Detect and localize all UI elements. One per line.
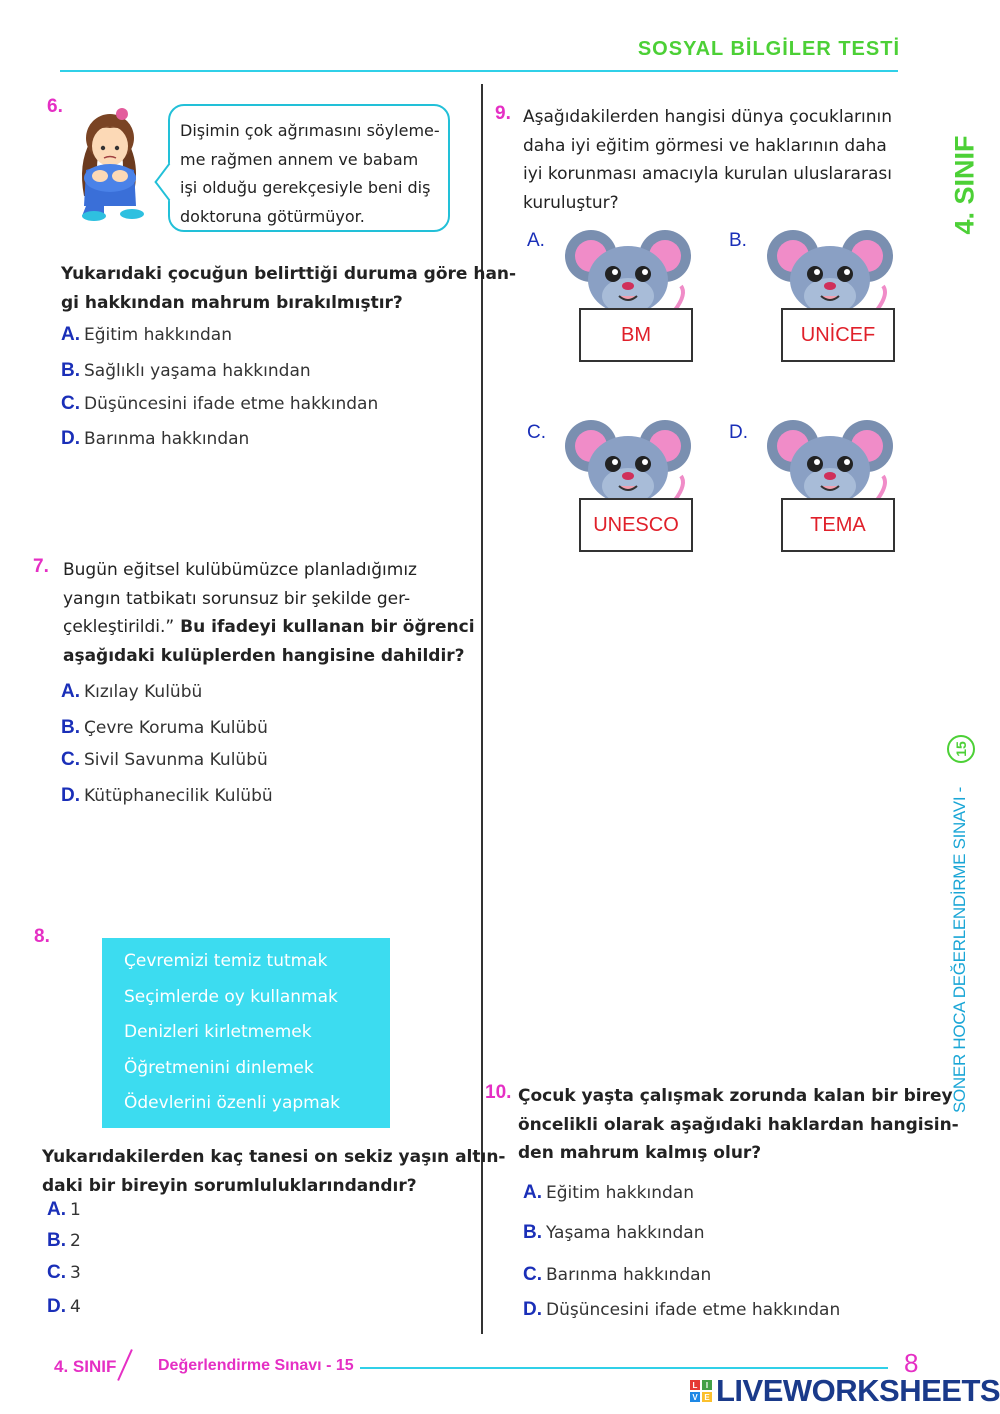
q8-option-b[interactable] xyxy=(47,1230,81,1252)
footer-slash xyxy=(117,1349,133,1381)
option-letter: A. xyxy=(523,1182,542,1203)
question-emphasis: Bu ifadeyi kullanan bir öğrenci xyxy=(174,617,475,637)
option-text: 3 xyxy=(70,1263,81,1283)
option-letter: B. xyxy=(61,360,80,381)
option-letter: D. xyxy=(61,428,80,449)
liveworksheets-watermark[interactable] xyxy=(690,1374,1000,1408)
list-item: Seçimlerde oy kullanmak xyxy=(124,986,338,1007)
question-6-text xyxy=(61,260,516,317)
option-letter: C. xyxy=(47,1262,66,1283)
page-number: 8 xyxy=(904,1348,919,1378)
option-letter: B. xyxy=(729,230,747,251)
option-letter: C. xyxy=(523,1264,542,1285)
q10-option-b[interactable] xyxy=(523,1222,704,1244)
option-sign: UNESCO xyxy=(579,498,693,552)
q7-option-b[interactable] xyxy=(61,717,268,739)
liveworksheets-wordmark: LIVEWORKSHEETS xyxy=(716,1373,1000,1408)
q9-option-a[interactable] xyxy=(523,218,703,368)
q8-option-c[interactable] xyxy=(47,1262,81,1284)
question-line: iyi korunması amacıyla kurulan uluslararası xyxy=(523,164,892,184)
question-10-text xyxy=(518,1082,959,1168)
responsibility-list-box xyxy=(102,938,390,1128)
option-sign: UNİCEF xyxy=(781,308,895,362)
option-letter: A. xyxy=(47,1199,66,1220)
question-6-number: 6. xyxy=(47,96,63,117)
q10-option-c[interactable] xyxy=(523,1264,711,1286)
option-sign: BM xyxy=(579,308,693,362)
footer-grade: 4. SINIF xyxy=(54,1357,117,1376)
q9-option-d[interactable] xyxy=(725,408,905,558)
option-text: 4 xyxy=(70,1297,81,1317)
footer-exam-title: Değerlendirme Sınavı - 15 xyxy=(158,1357,354,1374)
q7-option-a[interactable] xyxy=(61,681,202,703)
side-exam-label xyxy=(938,732,982,1113)
option-text: Eğitim hakkından xyxy=(84,325,232,345)
option-letter: A. xyxy=(61,324,80,345)
option-text: Kütüphanecilik Kulübü xyxy=(84,786,273,806)
question-line: kuruluştur? xyxy=(523,192,619,213)
question-line: Bugün eğitsel kulübümüzce planladığımız xyxy=(63,560,417,580)
option-text: Sağlıklı yaşama hakkından xyxy=(84,361,311,381)
list-item: Ödevlerini özenli yapmak xyxy=(124,1093,340,1113)
speech-line: doktoruna götürmüyor. xyxy=(180,206,365,226)
option-letter: B. xyxy=(523,1222,542,1243)
q9-option-c[interactable] xyxy=(523,408,703,558)
question-line: daki bir bireyin sorumluluklarındandır? xyxy=(42,1175,417,1196)
option-letter: A. xyxy=(527,230,545,251)
option-text: Barınma hakkından xyxy=(546,1265,712,1285)
speech-line: me rağmen annem ve babam xyxy=(180,149,419,169)
q6-option-c[interactable] xyxy=(61,393,378,415)
question-8-number: 8. xyxy=(34,926,50,947)
question-8-text xyxy=(42,1143,506,1200)
liveworksheets-logo-icon: L I V E xyxy=(690,1380,712,1402)
option-letter: A. xyxy=(61,681,80,702)
side-grade-label xyxy=(945,120,985,250)
speech-line: Dişimin çok ağrımasını söyleme- xyxy=(180,121,440,140)
option-text: Yaşama hakkından xyxy=(546,1223,705,1243)
question-10-number: 10. xyxy=(485,1082,512,1103)
q10-option-a[interactable] xyxy=(523,1182,694,1204)
question-line: Yukarıdakilerden kaç tanesi on sekiz yaşın altın- xyxy=(42,1147,506,1167)
option-text: 1 xyxy=(70,1200,81,1220)
exam-number-badge: 15 xyxy=(947,735,975,763)
header-divider xyxy=(60,70,898,72)
question-9-text xyxy=(523,103,892,217)
question-line: daha iyi eğitim görmesi ve haklarının daha xyxy=(523,135,887,156)
question-line: gi hakkından mahrum bırakılmıştır? xyxy=(61,292,403,313)
q10-option-d[interactable] xyxy=(523,1299,840,1321)
option-letter: C. xyxy=(527,422,546,443)
q7-option-c[interactable] xyxy=(61,749,268,771)
option-text: Çevre Koruma Kulübü xyxy=(84,718,268,738)
option-text: 2 xyxy=(70,1231,81,1251)
option-text: Düşüncesini ifade etme hakkından xyxy=(84,394,379,414)
question-line: yangın tatbikatı sorunsuz bir şekilde ger- xyxy=(63,588,411,609)
option-sign: TEMA xyxy=(781,498,895,552)
question-9-number: 9. xyxy=(495,103,511,124)
q6-option-b[interactable] xyxy=(61,360,311,382)
footer-divider xyxy=(360,1367,888,1369)
question-line xyxy=(63,642,475,671)
question-line: Aşağıdakilerden hangisi dünya çocuklarının xyxy=(523,107,893,127)
sad-girl-illustration xyxy=(64,104,156,222)
question-7-text xyxy=(63,556,475,670)
speech-bubble xyxy=(168,104,450,232)
option-letter: D. xyxy=(523,1299,542,1320)
question-line: öncelikli olarak aşağıdaki haklardan hangisin- xyxy=(518,1114,959,1135)
question-line: den mahrum kalmış olur? xyxy=(518,1143,762,1163)
list-item: Öğretmenini dinlemek xyxy=(124,1057,314,1078)
option-letter: C. xyxy=(61,749,80,770)
q9-option-b[interactable] xyxy=(725,218,905,368)
q8-option-a[interactable] xyxy=(47,1199,81,1221)
option-letter: D. xyxy=(47,1296,66,1317)
option-letter: D. xyxy=(729,422,748,443)
q8-option-d[interactable] xyxy=(47,1296,81,1318)
side-grade-text: 4. SINIF xyxy=(949,135,980,235)
option-text: Sivil Savunma Kulübü xyxy=(84,750,268,770)
speech-line: işi olduğu gerekçesiyle beni diş xyxy=(180,178,431,197)
list-item: Denizleri kirletmemek xyxy=(124,1022,312,1042)
question-emphasis: aşağıdaki kulüplerden hangisine dahildir? xyxy=(63,645,465,666)
option-text: Barınma hakkından xyxy=(84,429,250,449)
q6-option-d[interactable] xyxy=(61,428,249,450)
question-line: Yukarıdaki çocuğun belirttiği duruma göre han- xyxy=(61,264,517,284)
option-letter: B. xyxy=(61,717,80,738)
q6-option-a[interactable] xyxy=(61,324,232,346)
header-title: SOSYAL BİLGİLER TESTİ xyxy=(637,38,900,60)
option-letter: C. xyxy=(61,393,80,414)
question-7-number: 7. xyxy=(33,556,49,577)
option-letter: B. xyxy=(47,1230,66,1251)
question-line: Çocuk yaşta çalışmak zorunda kalan bir birey xyxy=(518,1086,953,1106)
option-text: Düşüncesini ifade etme hakkından xyxy=(546,1300,841,1320)
option-text: Kızılay Kulübü xyxy=(84,682,203,702)
side-exam-text: SONER HOCA DEĞERLENDİRME SINAVI - xyxy=(950,786,969,1113)
q7-option-d[interactable] xyxy=(61,785,273,807)
question-line: çekleştirildi.” Bu ifadeyi kullanan bir öğrenci xyxy=(63,617,475,637)
option-text: Eğitim hakkından xyxy=(546,1183,694,1203)
list-item: Çevremizi temiz tutmak xyxy=(124,951,328,971)
option-letter: D. xyxy=(61,785,80,806)
